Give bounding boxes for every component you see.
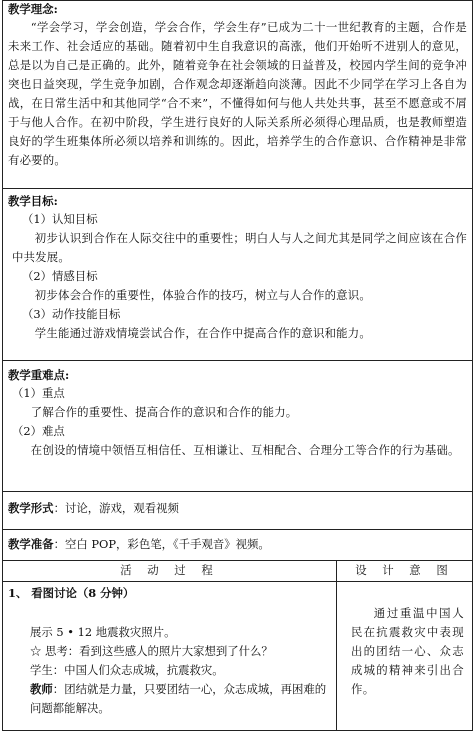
key-point-heading-1: （1）重点 xyxy=(12,386,65,400)
objective-heading-2: （2）情感目标 xyxy=(22,269,98,283)
process-column-header: 活 动 过 程 xyxy=(120,563,219,577)
objectives-label: 教学目标: xyxy=(8,194,58,208)
key-point-heading-2: （2）难点 xyxy=(12,424,65,438)
design-column-header: 设 计 意 图 xyxy=(355,563,454,577)
process-header-row xyxy=(3,561,473,582)
teacher-text: ：团结就是力量，只要团结一心，众志成城，再困难的问题都能解决。 xyxy=(30,682,327,715)
objective-heading-3: （3）动作技能目标 xyxy=(22,307,121,321)
key-points-row xyxy=(3,361,473,492)
philosophy-label: 教学理念: xyxy=(8,2,58,16)
activity-line-1: 展示 5 • 12 地震救灾照片。 xyxy=(30,625,176,639)
key-point-text-1: 了解合作的重要性、提高合作的意识和合作的能力。 xyxy=(30,405,298,419)
key-point-text-2: 在创设的情境中领悟互相信任、互相谦让、互相配合、合理分工等合作的行为基础。 xyxy=(30,443,460,457)
objective-heading-1: （1）认知目标 xyxy=(22,212,98,226)
activity-title: 1、 看图讨论（8 分钟） xyxy=(8,586,135,600)
form-label: 教学形式 xyxy=(8,501,54,515)
activity-line-2: ☆ 思考：看到这些感人的照片大家想到了什么？ xyxy=(30,644,273,658)
lesson-plan-table xyxy=(2,0,473,731)
activity-row xyxy=(3,582,473,731)
objectives-row xyxy=(3,189,473,361)
prep-row xyxy=(3,530,473,561)
prep-label: 教学准备 xyxy=(8,537,54,551)
key-points-label: 教学重难点: xyxy=(8,368,70,382)
design-note: 通过重温中国人民在抗震救灾中表现出的团结一心、众志成城的精神来引出合作。 xyxy=(351,606,464,696)
objective-text-2: 初步体会合作的重要性，体验合作的技巧，树立与人合作的意识。 xyxy=(34,288,371,302)
objective-text-1: 初步认识到合作在人际交往中的重要性；明白人与人之间尤其是同学之间应该在合作中共发展。 xyxy=(12,231,467,264)
form-value: ：讨论，游戏，观看视频 xyxy=(53,501,179,515)
form-row xyxy=(3,492,473,530)
prep-value: ：空白 POP，彩色笔，《千手观音》视频。 xyxy=(53,537,270,551)
objective-text-3: 学生能通过游戏情境尝试合作，在合作中提高合作的意识和能力。 xyxy=(34,326,371,340)
teacher-lead: 教师 xyxy=(30,682,53,696)
activity-line-4 xyxy=(30,680,331,718)
philosophy-text: “学会学习，学会创造，学会合作，学会生存”已成为二十一世纪教育的主题，合作是未来工作、社会适应的基础。随着初中生自我意识的高涨，他们开始听不进别人的意见，总是以为自己是正确的。此外，随着竞争在社会领域的日益普及，校园内学生间的竞争冲突也日益突现，学生竞争加剧，合作观念却逐渐趋向淡薄。因此不少同学在学习上各自为战，在日常生活中和其他同学“合不来”，不懂得如何与他人共处共事，甚至不愿意或不屑于与他人合作。在初中阶段，学生进行良好的人际关系所必须得心理品质，也是教师塑造良好的学生班集体所必须以培养和训练的。因此，培养学生的合作意识、合作精神是非常有必要的。 xyxy=(8,20,467,167)
philosophy-row xyxy=(3,1,473,189)
activity-line-3: 学生：中国人们众志成城，抗震救灾。 xyxy=(30,663,224,677)
